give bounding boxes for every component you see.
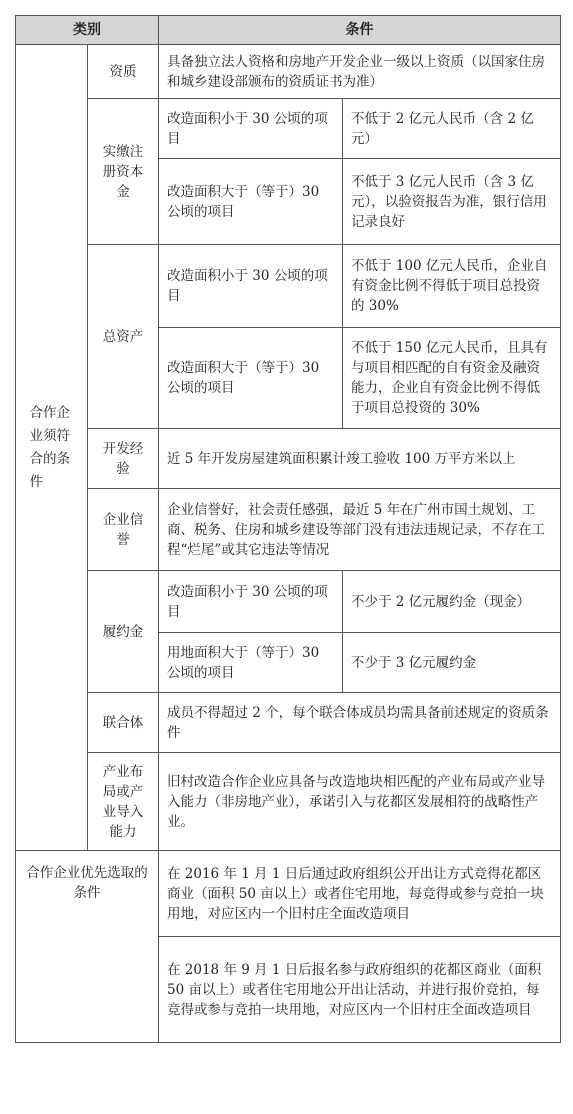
- capital-label-cell: [88, 99, 159, 245]
- credit-label-cell: [88, 489, 159, 571]
- credit-label: 企业信誉: [102, 511, 144, 548]
- bond-req-2: 不少于 3 亿元履约金: [343, 633, 561, 693]
- header-condition: 条件: [159, 16, 561, 45]
- must-conditions-label: 合作企业须符合的条件: [29, 404, 70, 490]
- priority-label: 合作企业优先选取的条件: [16, 851, 159, 1043]
- conditions-table: [15, 15, 561, 1043]
- capital-req-2: 不低于 3 亿元人民币（含 3 亿元），以验资报告为准，银行信用记录良好: [343, 159, 561, 245]
- industry-label: 产业布局或产业导入能力: [102, 763, 144, 840]
- qualification-label: 资质: [109, 63, 137, 80]
- priority-item-1: 在 2016 年 1 月 1 日后通过政府组织公开出让方式竞得花都区商业（面积 50 亩以上）或者住宅用地，每竞得或参与竞拍一块用地，对应区内一个旧村庄全面改造项目: [159, 851, 561, 937]
- credit-text: 企业信誉好，社会责任感强，最近 5 年在广州市国土规划、工商、税务、住房和城乡建设等部门没有违法违规记录，不存在工程“烂尾”或其它违法等情况: [159, 489, 561, 571]
- header-category: 类别: [16, 16, 159, 45]
- priority-item-2: 在 2018 年 9 月 1 日后报名参与政府组织的花都区商业（面积 50 亩以上）或者住宅用地公开出让活动，并进行报价竞拍，每竞得或参与竞拍一块用地，对应区内一个旧村庄全面改造项目: [159, 937, 561, 1043]
- bond-scope-2: 用地面积大于（等于）30 公顷的项目: [159, 633, 343, 693]
- assets-req-1: 不低于 100 亿元人民币，企业自有资金比例不得低于项目总投资的 30%: [343, 245, 561, 328]
- assets-label: 总资产: [102, 328, 144, 345]
- industry-label-cell: [88, 753, 159, 851]
- consortium-label: 联合体: [102, 714, 144, 731]
- must-conditions-cell: [16, 45, 88, 851]
- bond-req-1: 不少于 2 亿元履约金（现金）: [343, 571, 561, 633]
- consortium-label-cell: [88, 693, 159, 753]
- bond-label: 履约金: [102, 623, 144, 640]
- qualification-text: 具备独立法人资格和房地产开发企业一级以上资质（以国家住房和城乡建设部颁布的资质证书为准）: [159, 45, 561, 99]
- experience-label-cell: [88, 429, 159, 489]
- bond-label-cell: [88, 571, 159, 693]
- qualification-label-cell: [88, 45, 159, 99]
- assets-scope-1: 改造面积小于 30 公顷的项目: [159, 245, 343, 328]
- capital-label: 实缴注册资本金: [102, 143, 144, 200]
- assets-label-cell: [88, 245, 159, 429]
- experience-label: 开发经验: [102, 440, 144, 477]
- capital-scope-2: 改造面积大于（等于）30 公顷的项目: [159, 159, 343, 245]
- consortium-text: 成员不得超过 2 个，每个联合体成员均需具备前述规定的资质条件: [159, 693, 561, 753]
- assets-scope-2: 改造面积大于（等于）30 公顷的项目: [159, 328, 343, 429]
- industry-text: 旧村改造合作企业应具备与改造地块相匹配的产业布局或产业导入能力（非房地产业），承诺引入与花都区发展相符的战略性产业。: [159, 753, 561, 851]
- experience-text: 近 5 年开发房屋建筑面积累计竣工验收 100 万平方米以上: [159, 429, 561, 489]
- bond-scope-1: 改造面积小于 30 公顷的项目: [159, 571, 343, 633]
- capital-req-1: 不低于 2 亿元人民币（含 2 亿元）: [343, 99, 561, 159]
- assets-req-2: 不低于 150 亿元人民币，且具有与项目相匹配的自有资金及融资能力，企业自有资金比例不得低于项目总投资的 30%: [343, 328, 561, 429]
- capital-scope-1: 改造面积小于 30 公顷的项目: [159, 99, 343, 159]
